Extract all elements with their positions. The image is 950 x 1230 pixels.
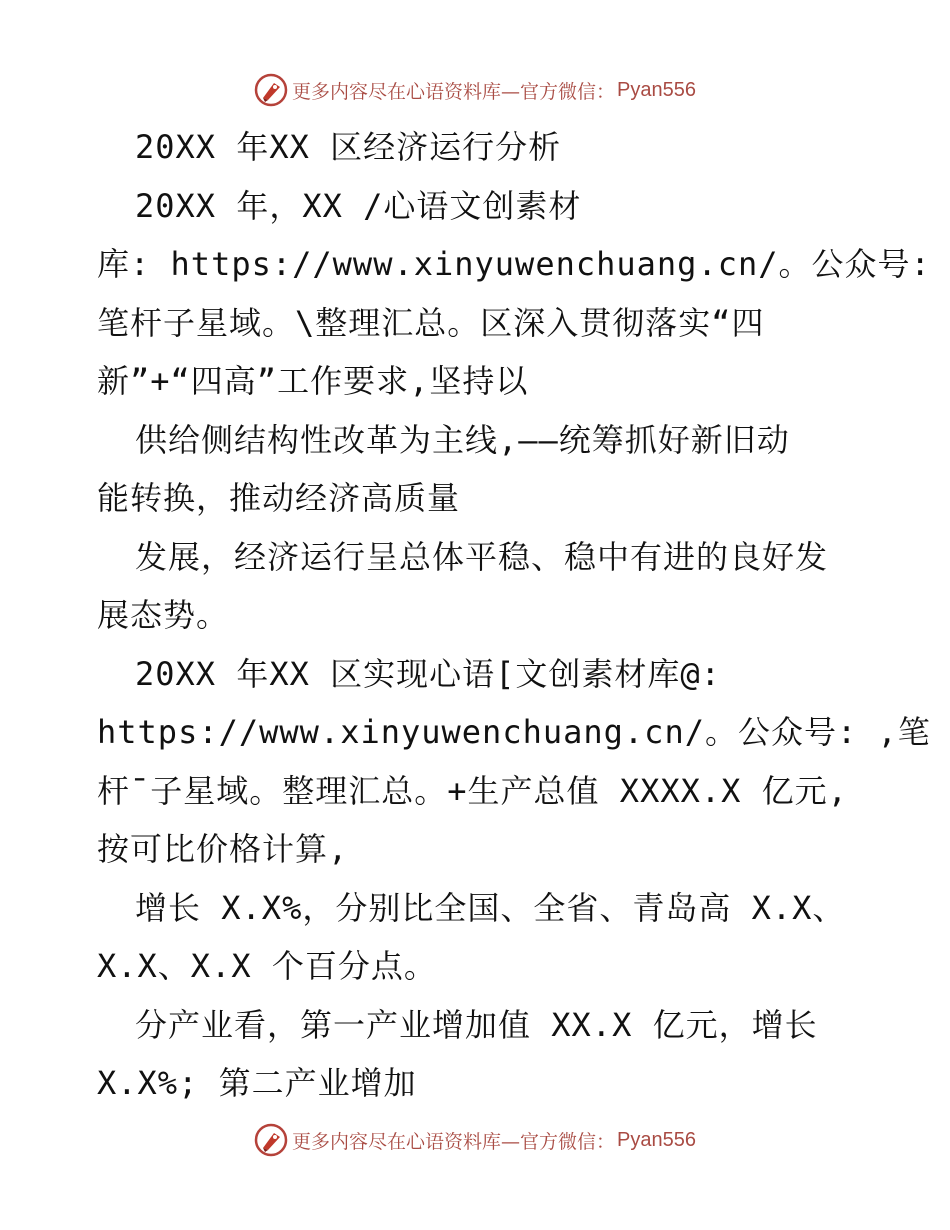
pen-nib-logo-icon xyxy=(254,73,288,107)
text-line: 库: https://www.xinyuwenchuang.cn/。公众号: xyxy=(97,245,931,283)
text-line: 按可比价格计算, xyxy=(97,830,349,868)
pen-nib-logo-icon xyxy=(254,1123,288,1157)
text-line: 20XX 年XX 区经济运行分析 xyxy=(135,128,562,166)
text-line: 能转换，推动经济高质量 xyxy=(97,479,461,517)
text-line: 供给侧结构性改革为主线,——统筹抓好新旧动 xyxy=(135,420,790,459)
watermark-wechat-id: Pyan556 xyxy=(617,1128,696,1151)
watermark-wechat-id: Pyan556 xyxy=(617,78,696,101)
text-line: 增长 X.X%，分别比全国、全省、青岛高 X.X、 xyxy=(135,888,846,927)
watermark-text: 更多内容尽在心语资料库—官方微信： xyxy=(292,80,616,103)
text-line: 20XX 年XX 区实现心语[文创素材库@: xyxy=(135,654,721,693)
text-line: X.X%; 第二产业增加 xyxy=(97,1064,417,1102)
text-line: 发展，经济运行呈总体平稳、稳中有进的良好发 xyxy=(135,537,829,576)
watermark-banner-top xyxy=(0,72,950,108)
text-line: 分产业看，第一产业增加值 XX.X 亿元，增长 xyxy=(135,1005,818,1044)
watermark-banner-bottom xyxy=(0,1122,950,1158)
watermark-text: 更多内容尽在心语资料库—官方微信： xyxy=(292,1130,616,1153)
text-line: 20XX 年，XX /心语文创素材 xyxy=(135,186,582,225)
text-line: 新”+“四高”工作要求,坚持以 xyxy=(97,362,529,400)
text-line: X.X、X.X 个百分点。 xyxy=(97,947,437,985)
document-body xyxy=(97,118,931,1113)
text-line: 展态势。 xyxy=(97,596,230,634)
text-line: 杆¯子星域。整理汇总。+生产总值 XXXX.X 亿元, xyxy=(97,771,848,810)
text-line: 笔杆子星域。\整理汇总。区深入贯彻落实“四 xyxy=(97,303,765,342)
text-line: https://www.xinyuwenchuang.cn/。公众号: ,笔 xyxy=(97,713,931,751)
